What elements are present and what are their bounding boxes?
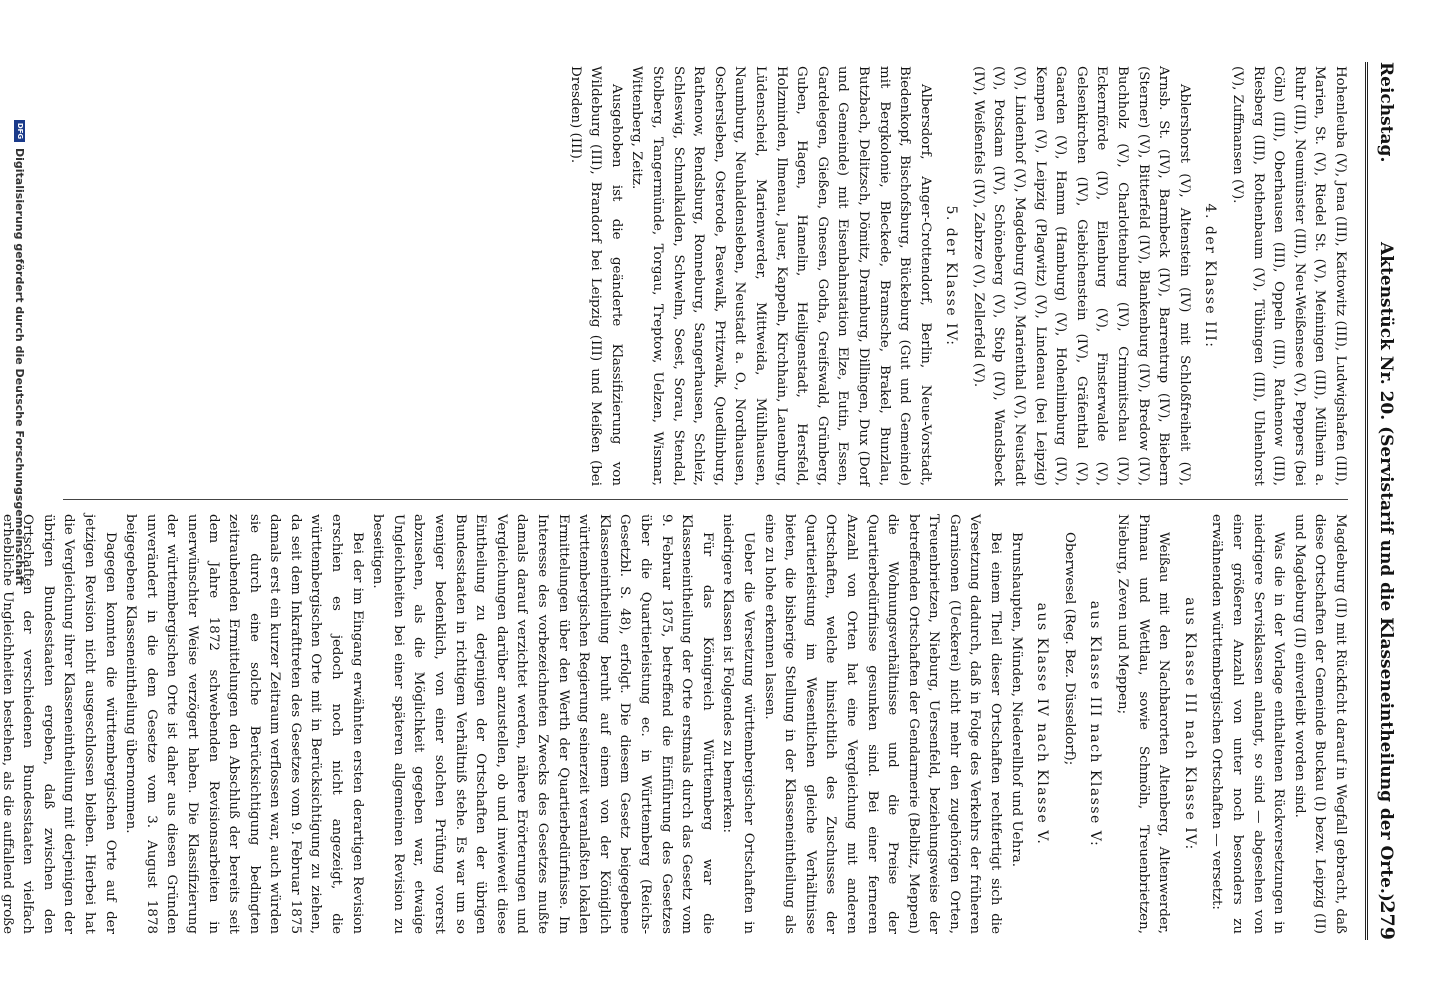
paragraph: Ablershorst (V), Altenstein (IV) mit Schloßfreiheit (V), Arnsb. St. (IV), Barmbeck (IV), Barrentrup (IV), Biebern (Sterner) (V), Bitterfeld (IV), Blankenburg (IV), Bredow (IV), Buchholz (V), Charlottenburg (IV), Crimmitschau (IV), Eckernförde (IV), Eilenburg (V), Finsterwalde (V), Gelsenkirchen (IV), Giebichenstein (IV), Gräfenthal (V), Gaarden (V), Hamm (Hamburg) (V), Hohenlimburg (IV), Kempen (V), Leipzig (Plagwitz) (V), Lindenau (bei Leipzig) (V), Lindenhof (V), Magdeburg (IV), Marienthal (V), Neustadt (V), Potsdam (IV), Schöneberg (V), Stolp (IV), Wandsbeck (IV), Weißenfels (IV), Zabrze (V), Zellerfeld (V). — [970, 66, 1192, 486]
paragraph: Brunshaupten, Münden, Niederellhof und Uehra. — [1008, 532, 1024, 867]
section-heading: aus Klasse III nach Klasse IV: — [1181, 597, 1198, 851]
left-column — [60, 66, 1350, 486]
dfg-logo-icon: DFG — [14, 120, 25, 142]
paragraph: Was die in der Vorlage enthaltenen Rückversetzungen in niedrigere Servisklassen anlangt, so sind — abgesehen von einer größeren Anzahl von unter noch besonders zu erwähnenden württembergischen Ortschaften — versetzt: — [1209, 514, 1287, 934]
digitization-text: Digitalisierung gefördert durch die Deutsche Forschungsgemeinschaft — [13, 148, 26, 586]
paragraph: Hohenleuba (V), Jena (III), Kattowitz (III), Ludwigshafen (III), Marien, St. (V), Riedel St. (V), Meiningen (III), Mülheim a. Ruhr (III), Neumünster (III), Neu-Weißensee (V), Peppers (bei Cöln) (III), Oberhausen (III), Oppeln (III), Rathenow (III), Riesberg (III), Rothenbaum (V), Tübingen (III), Uhlenhorst (V), Zuffmansen (V). — [1230, 66, 1348, 486]
paragraph: Ausgehoben ist die geänderte Klassifizierung von Wildeburg (III), Brandorf bei Leipzig (III) und Meißen (bei Dresden) (III). — [567, 66, 624, 486]
paragraph: Albersdorf, Anger-Crottendorf, Berlin, Neue-Vorstadt, Biedenkopf, Bischofsburg, Bückeburg (Gut und Gemeinde) mit Bergkolonie, Bleckede, Bramsche, Brakel, Bunzlau, Butzbach, Delitzsch, Dömitz, Dramburg, Dillingen, Dux (Dorf und Gemeinde) mit Eisenbahnstation Elze, Eutin, Essen, Gardelegen, Gießen, Gnesen, Gotha, Greifswald, Grünberg, Guben, Hagen, Hamelin, Heiligenstadt, Hersfeld, Holzminden, Ilmenau, Jauer, Kappeln, Kirchhain, Lauenburg, Lüdenscheid, Marienwerder, Mittweida, Mühlhausen, Naumburg, Neuhaldensleben, Neustadt a. O., Nordhausen, Oschersleben, Osterode, Pasewalk, Pritzwalk, Quedlinburg, Rathenow, Rendsburg, Ronneburg, Sangerhausen, Schleiz, Schleswig, Schmalkalden, Schwelm, Soest, Sorau, Stendal, Stolberg, Tangermünde, Torgau, Treptow, Uelzen, Wismar, Wittenberg, Zeitz. — [629, 66, 933, 486]
paragraph: Magdeburg (II) mit Rückficht darauf in Wegfall gebracht, daß diese Ortschaften der Gemeinde Buckau (I) bezw. Leipzig (II) und Magdeburg (II) einverleibt worden sind. — [1291, 514, 1348, 934]
paragraph: Bei einem Theil dieser Ortschaften rechtfertigt sich die Versetzung dadurch, daß in Folge des Verkehrs der früheren Garnisonen (Ueckerei) nicht mehr den zugehörigen Orten, Treuenbrietzen, Nieburg, Uersenfeld, beziehungsweise der betreffenden Ortschaften der Gendarmerie (Belbitz, Meppen) die Wohnungsverhältnisse und die Preise der Quartierbedürfnisse gesunken sind. Bei einer ferneren Anzahl von Orten hat eine Vergleichung mit anderen Ortschaften, welche hinsichtlich des Zuschusses der Quartierleistung im Wesentlichen gleiche Verhältnisse bieten, die bisherige Stellung in der Klasseneintheilung als eine zu hohe erkennen lassen. — [761, 514, 1004, 934]
section-heading: 4. der Klasse III: — [1202, 203, 1219, 349]
paragraph: Weißau mit den Nachbarorten Altenberg, Altenwerder, Pinnau und Wettlau, sowie Schmöln, Treuenbrietzen, Nieburg, Zeven und Meppen; — [1115, 514, 1172, 934]
column-divider — [63, 499, 1348, 500]
header-rule — [1365, 62, 1368, 940]
digitization-note — [13, 120, 26, 880]
document-title: Aktenstück Nr. 20. (Servistarif und die Klasseneintheilung der Orte.) — [1376, 242, 1396, 902]
paragraph: Dagegen konnten die württembergischen Orte auf der jetzigen Revision nicht ausgeschlossen bleiben. Hierbei hat die Vergleichung ihrer Klasseneintheilung mit derjenigen der übrigen Bundesstaaten ergeben, daß zwischen den Ortschaften der verschiedenen Bundesstaaten vielfach erhebliche Ungleichheiten bestehen, als die auffallend große — [0, 514, 118, 934]
section-heading: aus Klasse III nach Klasse V: — [1087, 600, 1104, 848]
journal-title: Reichstag. — [1376, 62, 1396, 163]
page-header — [1362, 62, 1406, 940]
paragraph: Für das Königreich Württemberg war die Klasseneintheilung der Orte erstmals durch das Gesetz vom 9. Februar 1875, betreffend die Einführung des Gesetzes über die Quartierleistung ec. in Württemberg (Reichs-Gesetzbl. S. 48), erfolgt. Die diesem Gesetz beigegebene Klasseneintheilung beruht auf einem von der Königlich württembergischen Regierung seinerzeit veranlaßten lokalen Ermittelungen über den Werth der Quartierbedürfnisse. Im Interesse des vorbezeichneten Zwecks des Gesetzes mußte damals darauf verzichtet werden, nähere Erörterungen und Vergleichungen darüber anzustellen, ob und inwieweit diese Eintheilung zu derjenigen der Ortschaften der übrigen Bundesstaaten in richtigem Verhältniß stehe. Es war um so weniger bedenklich, von einer solchen Prüfung vorerst abzusehen, als die Möglichkeit gegeben war, etwaige Ungleichheiten bei einer späteren allgemeinen Revision zu beseitigen. — [370, 514, 715, 934]
paragraph: Oberwesel (Reg. Bez. Düsseldorf); — [1061, 532, 1077, 766]
page-number: 279 — [1376, 900, 1398, 940]
paragraph: Ueber die Versetzung württembergischer Ortschaften in niedrigere Klassen ist Folgendes zu bemerken: — [720, 514, 756, 934]
right-column — [0, 514, 1350, 934]
section-heading: aus Klasse IV nach Klasse V. — [1034, 602, 1051, 846]
section-heading: 5. der Klasse IV: — [943, 205, 960, 347]
paragraph: Bei der im Eingang erwähnten ersten derartigen Revision erschien es jedoch noch nicht angezeigt, die württembergischen Orte mit in Berücksichtigung zu ziehen, da seit dem Inkrafttreten des Gesetzes vom 9. Februar 1875 damals erst ein kurzer Zeitraum verflossen war, auch würden sie durch eine solche Berücksichtigung bedingten zeitraubenden Ermittelungen den Abschluß der bereits seit dem Jahre 1872 schwebenden Revisionsarbeiten in unerwünschter Weise verzögert haben. Die Klassifizierung der württembergischen Orte ist daher aus diesen Gründen unverändert in die dem Gesetze vom 3. August 1878 beigegebene Klasseneintheilung übernommen. — [123, 514, 365, 934]
